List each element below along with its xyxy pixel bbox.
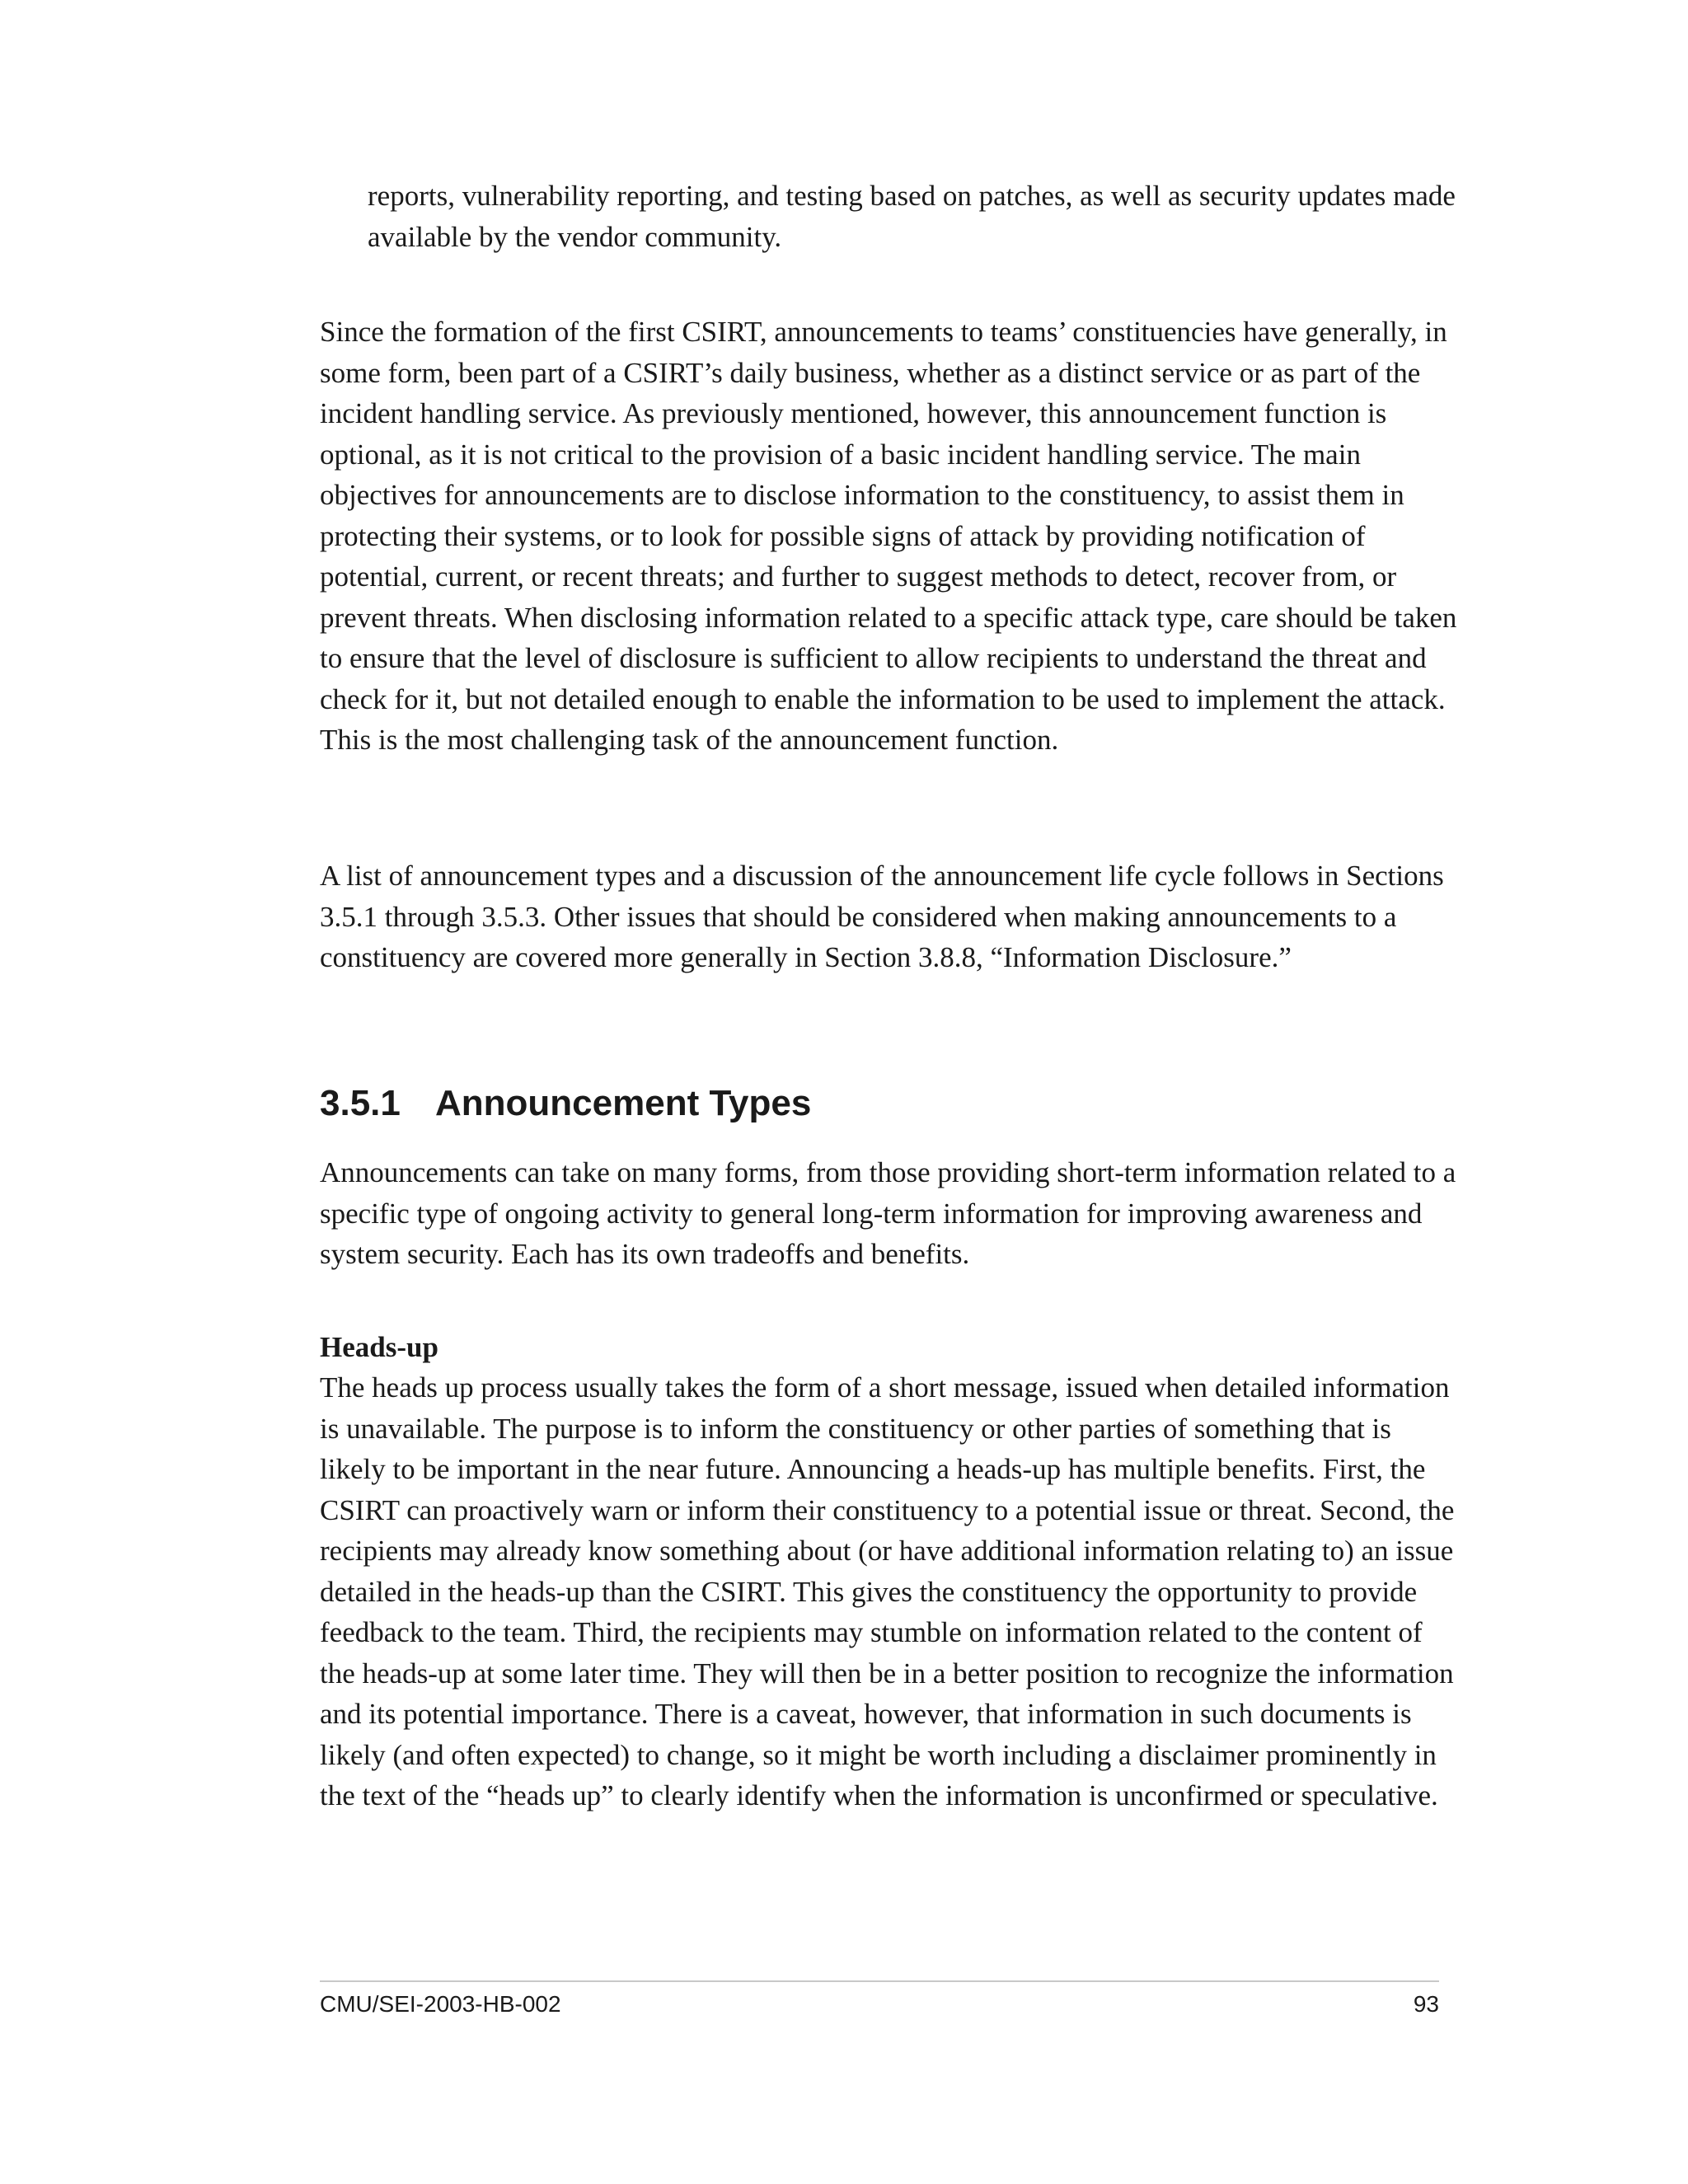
subsection-heading-heads-up: Heads-up bbox=[320, 1331, 438, 1363]
footer-document-id: CMU/SEI-2003-HB-002 bbox=[320, 1991, 561, 2017]
section-intro-paragraph: Announcements can take on many forms, from those providing short-term information related to a specific type of ongoing activity to general long-term information for improving awareness and system security. Each has its own tradeoffs and benefits. bbox=[320, 1156, 1456, 1270]
body-paragraph-announcement-types-overview: A list of announcement types and a discussion of the announcement life cycle follows in Sections 3.5.1 through 3.5.3. Other issues that should be considered when making announcements to a constituency are covered more generally in Section 3.8.8, “Information Disclosure.” bbox=[320, 860, 1444, 973]
section-heading bbox=[320, 1080, 811, 1127]
footer-page-number: 93 bbox=[1413, 1991, 1439, 2017]
heads-up-paragraph: The heads up process usually takes the form of a short message, issued when detailed information is unavailable. The purpose is to inform the constituency or other parties of something that is likely to be important in the near future. Announcing a heads-up has multiple benefits. First, the CSIRT can proactively warn or inform their constituency to a potential issue or threat. Second, the recipients may already know something about (or have additional information relating to) an issue detailed in the heads-up than the CSIRT. This gives the constituency the opportunity to provide feedback to the team. Third, the recipients may stumble on information related to the content of the heads-up at some later time. They will then be in a better position to recognize the information and its potential importance. There is a caveat, however, that information in such documents is likely (and often expected) to change, so it might be worth including a disclaimer prominently in the text of the “heads up” to clearly identify when the information is unconfirmed or speculative. bbox=[320, 1371, 1455, 1811]
body-paragraph-csirt-announcements: Since the formation of the first CSIRT, announcements to teams’ constituencies have generally, in some form, been part of a CSIRT’s daily business, whether as a distinct service or as part of the incident handling service. As previously mentioned, however, this announcement function is optional, as it is not critical to the provision of a basic incident handling service. The main objectives for announcements are to disclose information to the constituency, to assist them in protecting their systems, or to look for possible signs of attack by providing notification of potential, current, or recent threats; and further to suggest methods to detect, recover from, or prevent threats. When disclosing information related to a specific attack type, care should be taken to ensure that the level of disclosure is sufficient to allow recipients to understand the threat and check for it, but not detailed enough to enable the information to be used to implement the attack. This is the most challenging task of the announcement function. bbox=[320, 316, 1457, 756]
continuation-paragraph: reports, vulnerability reporting, and testing based on patches, as well as security updates made available by the vendor community. bbox=[368, 180, 1456, 253]
footer-divider bbox=[320, 1980, 1439, 1982]
section-number: 3.5.1 bbox=[320, 1083, 401, 1123]
section-title: Announcement Types bbox=[435, 1083, 812, 1123]
